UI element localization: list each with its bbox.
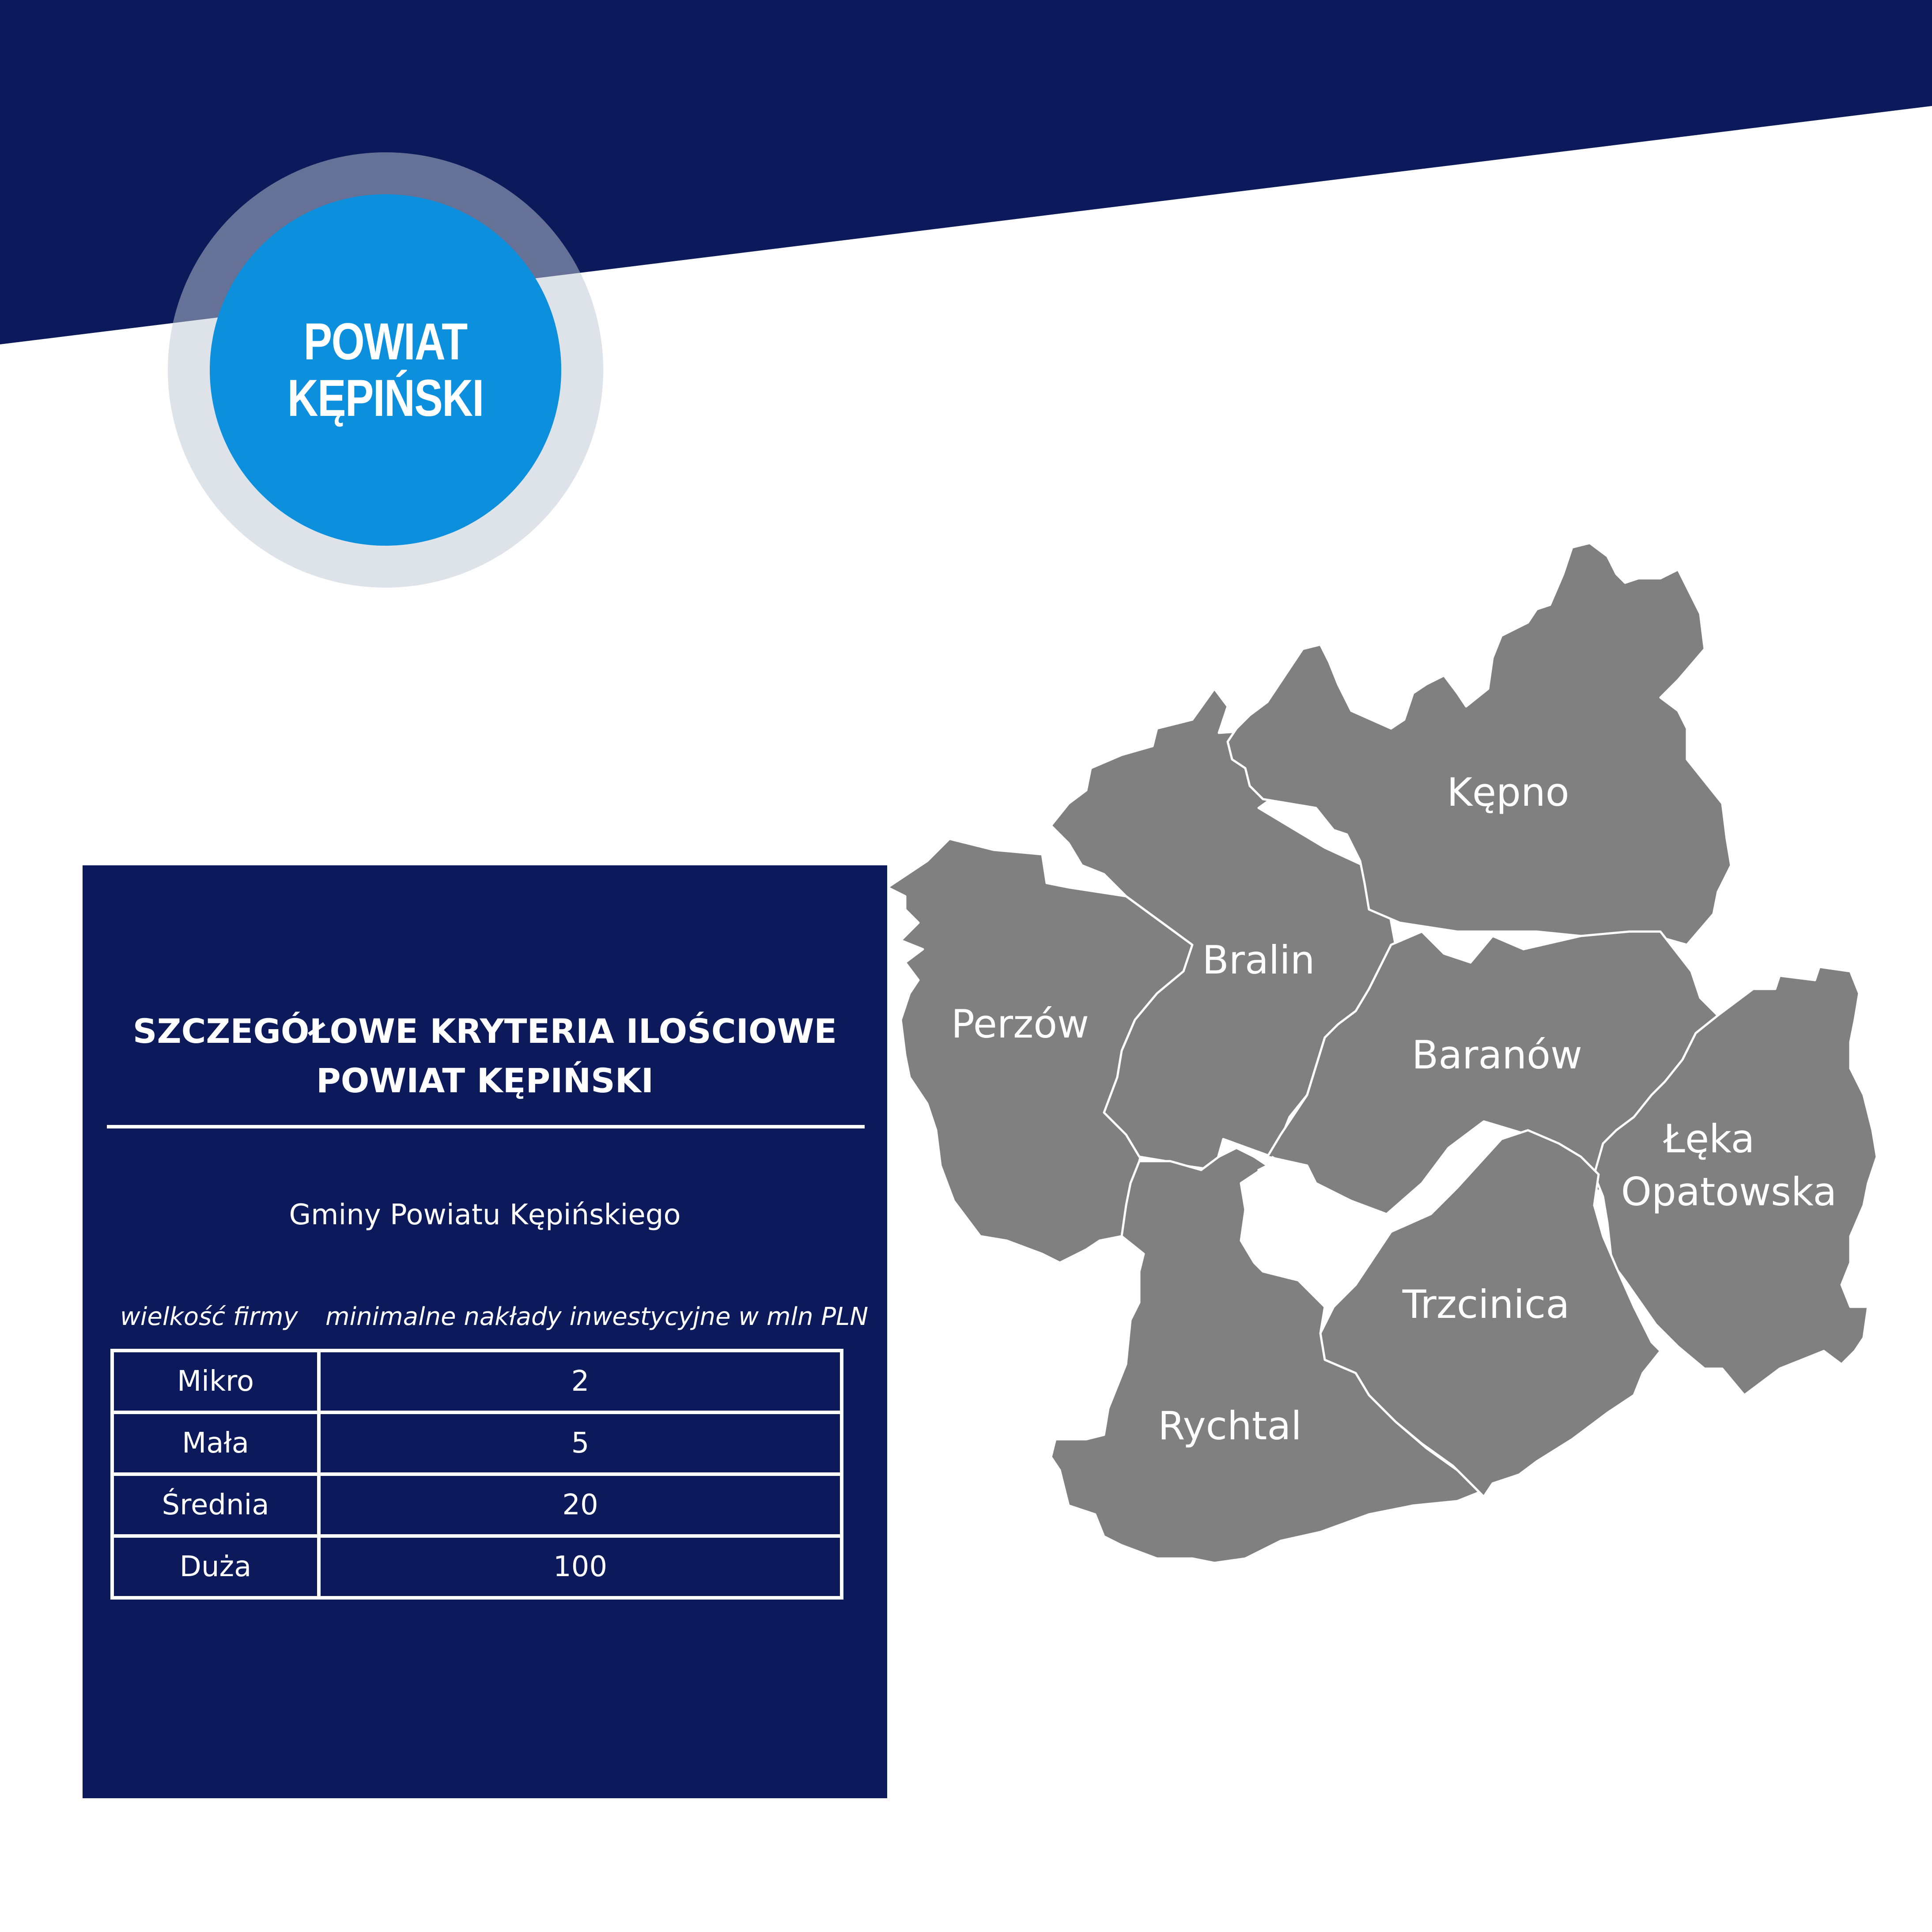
region-label-leka-line2: Opatowska (1621, 1169, 1837, 1215)
criteria-table (110, 1349, 843, 1600)
table-cell-investment: 5 (571, 1427, 590, 1460)
panel-title (83, 1007, 887, 1106)
region-label-baranow: Baranów (1412, 1032, 1582, 1078)
column-header-size: wielkość firmy (120, 1302, 298, 1331)
panel-divider (107, 1125, 865, 1128)
table-cell-size: Duża (114, 1538, 321, 1596)
table-cell-investment: 2 (571, 1365, 590, 1398)
panel-title-line1: SZCZEGÓŁOWE KRYTERIA ILOŚCIOWE (132, 1011, 837, 1051)
table-cell-size: Średnia (114, 1476, 321, 1534)
table-row (114, 1411, 840, 1472)
table-cell-investment: 20 (562, 1489, 598, 1521)
criteria-panel (83, 865, 887, 1798)
table-cell-size: Mikro (114, 1352, 321, 1411)
region-label-trzcinica: Trzcinica (1402, 1282, 1570, 1327)
panel-title-line2: POWIAT KĘPIŃSKI (316, 1061, 654, 1100)
region-label-perzow: Perzów (951, 1001, 1089, 1047)
panel-subtitle: Gminy Powiatu Kępińskiego (289, 1199, 681, 1231)
column-header-investment: minimalne nakłady inwestycyjne w mln PLN (325, 1302, 869, 1331)
region-label-kepno: Kępno (1447, 770, 1569, 815)
table-row (114, 1352, 840, 1411)
badge-title-line2: KĘPIŃSKI (287, 369, 484, 427)
table-cell-size: Mała (114, 1414, 321, 1472)
table-row (114, 1472, 840, 1534)
region-label-leka-line1: Łęka (1663, 1116, 1755, 1162)
region-label-rychtal: Rychtal (1158, 1403, 1302, 1449)
region-label-bralin: Bralin (1202, 937, 1315, 983)
table-row (114, 1534, 840, 1596)
badge-title-line1: POWIAT (304, 313, 467, 371)
table-cell-investment: 100 (553, 1551, 608, 1583)
